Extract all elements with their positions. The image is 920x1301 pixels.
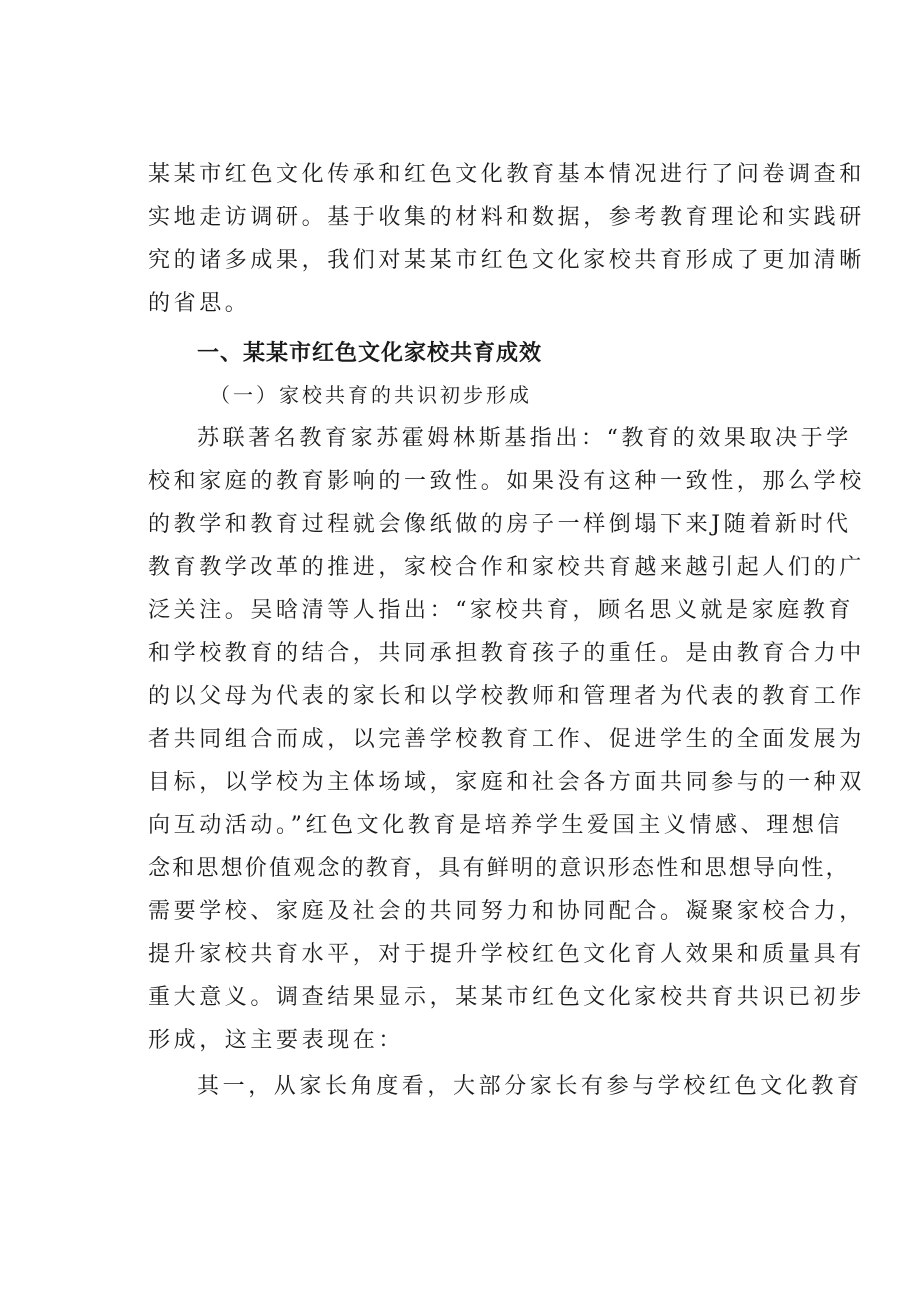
body-line-7: 的以父母为代表的家长和以学校教师和管理者为代表的教育工作: [148, 684, 865, 709]
intro-line-2: 实地走访调研。基于收集的材料和数据，参考教育理论和实践研: [148, 205, 865, 230]
body-line-16: 其一，从家长角度看，大部分家长有参与学校红色文化教育: [197, 1074, 863, 1099]
body-line-13: 提升家校共育水平，对于提升学校红色文化育人效果和质量具有: [148, 942, 865, 967]
body-line-14: 重大意义。调查结果显示，某某市红色文化家校共育共识已初步: [148, 985, 865, 1010]
intro-line-1: 某某市红色文化传承和红色文化教育基本情况进行了问卷调查和: [148, 162, 865, 187]
subsection-heading: （一）家校共育的共识初步形成: [210, 383, 532, 407]
intro-line-3: 究的诸多成果，我们对某某市红色文化家校共育形成了更加清晰: [148, 248, 865, 273]
body-line-5: 泛关注。吴晗清等人指出：“家校共育，顾名思义就是家庭教育: [148, 598, 855, 623]
section-heading: 一、某某市红色文化家校共育成效: [197, 341, 543, 366]
body-line-3: 的教学和教育过程就会像纸做的房子一样倒塌下来J随着新时代: [148, 512, 852, 537]
body-line-11: 念和思想价值观念的教育，具有鲜明的意识形态性和思想导向性，: [148, 856, 850, 881]
body-line-1: 苏联著名教育家苏霍姆林斯基指出：“教育的效果取决于学: [197, 426, 852, 451]
body-line-12: 需要学校、家庭及社会的共同努力和协同配合。凝聚家校合力，: [148, 899, 865, 924]
body-line-4: 教育教学改革的推进，家校合作和家校共育越来越引起人们的广: [148, 555, 865, 580]
body-line-2: 校和家庭的教育影响的一致性。如果没有这种一致性，那么学校: [148, 469, 865, 494]
intro-line-4: 的省思。: [148, 291, 251, 316]
body-line-6: 和学校教育的结合，共同承担教育孩子的重任。是由教育合力中: [148, 641, 865, 666]
body-line-10: 向互动活动。”红色文化教育是培养学生爱国主义情感、理想信: [148, 813, 844, 838]
body-line-9: 目标，以学校为主体场域，家庭和社会各方面共同参与的一种双: [148, 770, 865, 795]
body-line-8: 者共同组合而成，以完善学校教育工作、促进学生的全面发展为: [148, 727, 865, 752]
body-line-15: 形成，这主要表现在：: [148, 1028, 405, 1053]
